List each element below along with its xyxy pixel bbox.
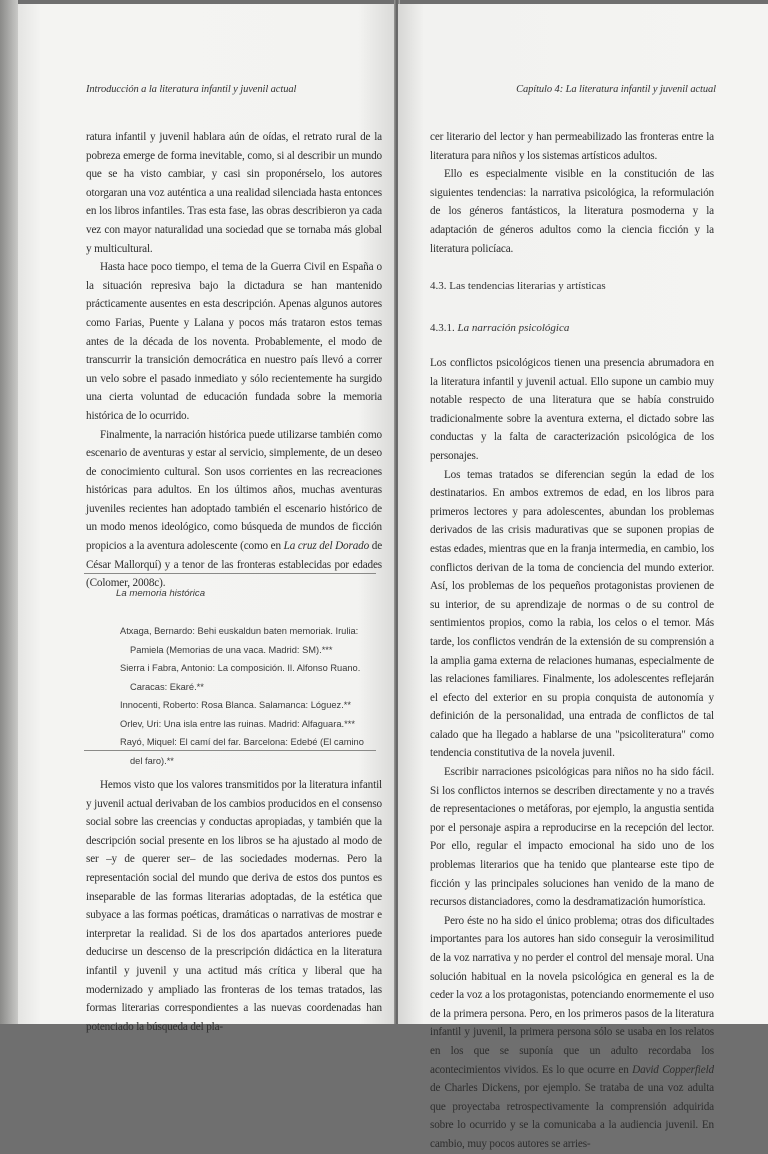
right-paragraph-4: Los temas tratados se diferencian según la edad de los destinatarios. En ambos extremos de edad, en los libros para primeros lectores y para adolescentes, abundan los problemas derivados de las crisis madurativas que se suponen propias de estas edades, mientras que en la franja intermedia, en cambio, los conflictos derivan de la toma de conciencia del mundo exterior. Así, los problemas de los pequeños protagonistas provienen de su interior, de su aprendizaje de normas o de su control de sentimientos propios, como la rabia, los celos o el temor. Más tarde, los conflictos vendrán de la extensión de su comprensión a la amplia gama externa de relaciones humanas, especialmente de las relaciones familiares. Finalmente, los adolescentes reflejarán el efecto del exterior en su propia conquista de autonomía y definición de la personalidad, una entrada de conflictos de tal calado que ha llegado a hablarse de una "psicoliteratura" como tendencia constitutiva de la novela juvenil. xyxy=(430,468,714,760)
book-title-cruz-del-dorado: La cruz del Dorado xyxy=(283,540,370,553)
right-paragraph-6-text: Pero éste no ha sido el único problema; otras dos dificultades importantes para los autores han sido conseguir la verosimilitud de la voz narrativa y no perder el control del mensaje moral. Una solución habitual en la novela psicológica en general es la de ceder la voz a los protagonistas, potenciando enormemente el uso de la primera persona. Pero, en los primeros pasos de la literatura infantil y juvenil, la primera persona sólo se usaba en los relatos en los que se suponía que un adulto recordaba los acontecimientos vividos. Es lo que ocurre en xyxy=(430,914,714,1076)
list-item: Rayó, Miquel: El camí del far. Barcelona: Edebé (El camino del faro).** xyxy=(120,737,364,766)
book-title-david-copperfield: David Copperfield xyxy=(632,1063,714,1076)
left-paragraph-3-text: Finalmente, la narración histórica puede utilizarse también como escenario de aventuras y estar al servicio, simplemente, de un deseo de conocimiento cultural. Son usos corrientes en las recreaciones históricas para adultos. En los últimos años, muchas aventuras juveniles recientes han adoptado también el escenario histórico de un modo menos ideológico, como búsqueda de mundos de ficción propicios a la aventura adolescente (como en xyxy=(86,428,382,553)
list-item: Innocenti, Roberto: Rosa Blanca. Salamanca: Lóguez.** xyxy=(120,700,352,710)
list-item: Sierra i Fabra, Antonio: La composición. Il. Alfonso Ruano. Caracas: Ekaré.** xyxy=(120,663,361,692)
right-paragraph-1: cer literario del lector y han permeabilizado las fronteras entre la literatura para niños y los sistemas artísticos adultos. xyxy=(430,131,714,162)
left-paragraph-3-end: de César Mallorquí) y a tenor de las fronteras establecidas por edades (Colomer, 2008c). xyxy=(86,540,383,590)
right-paragraph-2: Ello es especialmente visible en la constitución de las siguientes tendencias: la narrativa psicológica, la reformulación de los géneros fantásticos, la literatura posmoderna y la adaptación de géneros adultos como la ciencia ficción y la literatura policíaca. xyxy=(430,168,714,255)
left-page xyxy=(18,4,396,1033)
section-heading: 4.3. Las tendencias literarias y artísticas xyxy=(430,280,606,292)
subsection-heading xyxy=(430,322,569,334)
left-bottom-text xyxy=(86,776,382,1036)
page-edge xyxy=(0,0,18,1024)
right-paragraph-3: Los conflictos psicológicos tienen una presencia abrumadora en la literatura infantil y juvenil actual. Ello supone un cambio muy notable respecto de una literatura que se había construido tradicionalmente sobre la aventura externa, el dictado sobre las conductas y la falta de caracterización psicológica de los personajes. xyxy=(430,357,714,462)
right-top-text xyxy=(430,128,714,258)
memoria-historica-box xyxy=(84,573,376,766)
reading-list xyxy=(120,622,370,770)
left-paragraph-3 xyxy=(86,426,382,593)
left-paragraph-4: Hemos visto que los valores transmitidos por la literatura infantil y juvenil actual derivaban de los cambios producidos en el consenso social sobre las creencias y conductas apropiadas, y también que la descripción social presente en los libros se ha ajustado al modo de ser –y de querer ser– de las sociedades modernas. Pero la representación social del mundo que deriva de estos dos puntos es inseparable de las formas literarias adoptadas, de la estética que subyace a las formas poéticas, dramáticas o narrativas de mostrar e interpretar la realidad. Si de los dos apartados anteriores puede deducirse un descenso de la prescripción didáctica en la literatura infantil y juvenil y una actitud más crítica y liberal que ha modernizado y ampliado las fronteras de los temas tratados, las formas literarias correspondientes a las nuevas coordenadas han potenciado la búsqueda del pla- xyxy=(86,779,382,1033)
list-item: Atxaga, Bernardo: Behi euskaldun baten memoriak. Irulia: Pamiela (Memorias de una vaca. Madrid: SM).*** xyxy=(120,626,359,655)
left-top-text xyxy=(86,128,382,593)
right-main-text xyxy=(430,354,714,1154)
right-page xyxy=(398,4,768,1150)
subsection-number: 4.3.1. xyxy=(430,322,455,334)
left-paragraph-2: Hasta hace poco tiempo, el tema de la Guerra Civil en España o la situación represiva bajo la dictadura se han mantenido prácticamente ausentes en esta descripción. Apenas algunos autores como Farias, Puente y Lalana y pocos más trataron estos temas antes de la década de los noventa. Probablemente, el modo de transcurrir la transición democrática en nuestro país llevó a correr un velo sobre el pasado inmediato y sólo recientemente ha surgido una cierta voluntad de educación fundada sobre la memoria histórica de lo ocurrido. xyxy=(86,261,382,422)
right-paragraph-6-end: de Charles Dickens, por ejemplo. Se trataba de una voz adulta que proyectaba retrospectivamente la comprensión adquirida sobre lo ocurrido y se la comunicaba a la audiencia juvenil. En cambio, muy pocos autores se arries- xyxy=(430,1082,714,1150)
list-item: Orlev, Uri: Una isla entre las ruinas. Madrid: Alfaguara.*** xyxy=(120,718,355,729)
right-running-head: Capítulo 4: La literatura infantil y juvenil actual xyxy=(516,84,716,95)
left-running-head: Introducción a la literatura infantil y juvenil actual xyxy=(86,84,297,95)
right-paragraph-6 xyxy=(430,912,714,1154)
subsection-title: La narración psicológica xyxy=(457,322,570,334)
left-paragraph-1: ratura infantil y juvenil hablara aún de oídas, el retrato rural de la pobreza emerge de forma inevitable, como, si al describir un mundo que se ha visto cambiar, y casi sin proponérselo, los autores otorgaran una voz auténtica a una realidad silenciada hasta entonces en los libros infantiles. Tras esta fase, las obras describieron ya cada vez con mayor naturalidad una sociedad que se tornaba más global y multicultural. xyxy=(86,131,382,255)
right-paragraph-5: Escribir narraciones psicológicas para niños no ha sido fácil. Si los conflictos internos se describen directamente y no a través de representaciones o metáforas, por ejemplo, la angustia sentida por el personaje aspira a reproducirse en la recepción del lector. Por ello, regular el impacto emocional ha sido uno de los problemas literarios que ha tenido que plantearse este tipo de ficción y las principales soluciones han venido de la mano de recursos distanciadores, como la desdramatización humorística. xyxy=(430,766,714,909)
box-title: La memoria histórica xyxy=(116,588,206,599)
